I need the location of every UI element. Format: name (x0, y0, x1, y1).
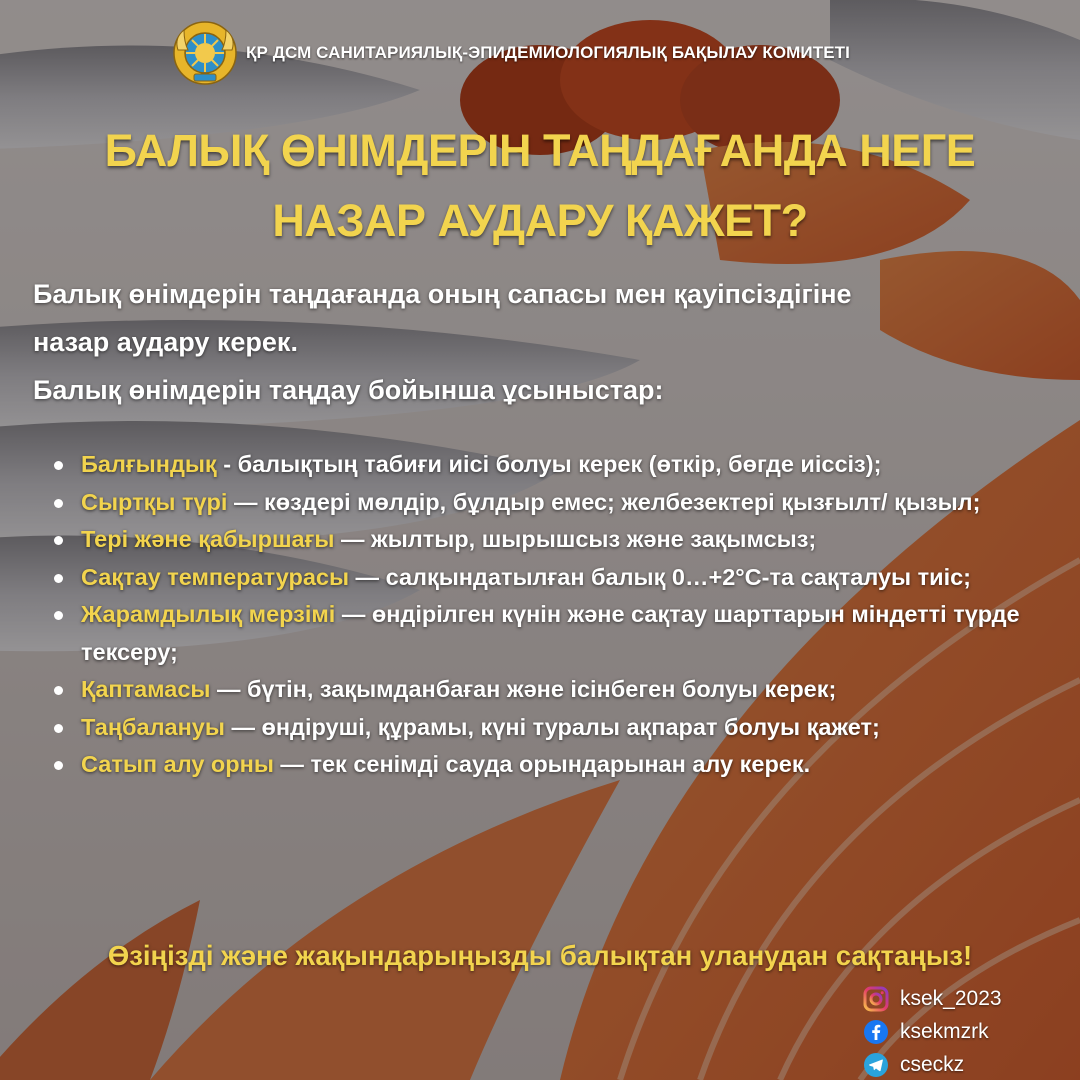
recommendations-heading: Балық өнімдерін таңдау бойынша ұсыныстар: (33, 375, 664, 405)
item-term: Қаптамасы (81, 676, 211, 702)
slogan: Өзіңізді және жақындарыңызды балықтан уланудан сақтаңыз! (107, 940, 973, 971)
item-term: Сатып алу орны (81, 751, 274, 777)
facebook-handle: ksekmzrk (900, 1019, 989, 1043)
bullet-icon (54, 724, 63, 733)
social-links (862, 982, 1002, 1080)
title-line-2: НАЗАР АУДАРУ ҚАЖЕТ? (272, 195, 808, 246)
item-term: Таңбалануы (81, 713, 225, 740)
item-term: Сыртқы түрі (81, 488, 228, 515)
item-text: - балықтың табиғи иісі болуы керек (өткір, бөгде иіссіз); (216, 451, 882, 477)
bullet-icon (54, 499, 63, 508)
item-term: Сақтау температурасы (81, 563, 350, 590)
header (172, 18, 850, 88)
item-term: Тері және қабыршағы (81, 526, 335, 552)
list-item (50, 746, 1070, 784)
instagram-handle: ksek_2023 (900, 986, 1002, 1010)
item-text: — салқындатылған балық 0…+2°С-та сақталуы тиіс; (349, 563, 972, 590)
bullet-icon (54, 611, 63, 620)
page-title (0, 116, 1080, 256)
item-term: Жарамдылық мерзімі (81, 601, 336, 627)
instagram-link[interactable] (862, 982, 1002, 1015)
bullet-icon (54, 536, 63, 545)
list-item (50, 671, 1070, 709)
bullet-icon (54, 686, 63, 695)
list-item (50, 484, 1070, 522)
organization-name: ҚР ДСМ САНИТАРИЯЛЫҚ-ЭПИДЕМИОЛОГИЯЛЫҚ БАҚЫЛАУ КОМИТЕТІ (246, 43, 850, 62)
instagram-icon (862, 985, 890, 1013)
list-item (50, 709, 1070, 747)
telegram-handle: cseckz (900, 1052, 965, 1076)
intro-line-2: назар аудару керек. (33, 327, 298, 357)
item-text: — өндірілген күнін және сақтау шарттарын міндетті түрде тексеру; (81, 601, 1020, 665)
intro-line-1: Балық өнімдерін таңдағанда оның сапасы мен қауіпсіздігіне (33, 279, 852, 309)
intro-paragraph (33, 270, 1049, 414)
bullet-icon (54, 574, 63, 583)
item-text: — бүтін, зақымданбаған және ісінбеген болуы керек; (210, 676, 837, 702)
telegram-icon (862, 1051, 890, 1079)
item-text: — тек сенімді сауда орындарынан алу керек. (273, 751, 811, 777)
telegram-link[interactable] (862, 1048, 1002, 1080)
recommendations-list (50, 446, 1070, 784)
item-text: — жылтыр, шырышсыз және зақымсыз; (334, 526, 817, 552)
kazakhstan-state-emblem-icon (172, 20, 238, 86)
facebook-icon (862, 1018, 890, 1046)
item-term: Балғындық (81, 451, 217, 477)
bullet-icon (54, 761, 63, 770)
list-item (50, 446, 1070, 484)
list-item (50, 559, 1070, 597)
item-text: — өндіруші, құрамы, күні туралы ақпарат болуы қажет; (224, 713, 880, 740)
title-line-1: БАЛЫҚ ӨНІМДЕРІН ТАҢДАҒАНДА НЕГЕ (104, 125, 976, 176)
item-text: — көздері мөлдір, бұлдыр емес; желбезектері қызғылт/ қызыл; (227, 488, 981, 515)
list-item (50, 521, 1070, 559)
list-item (50, 596, 1070, 671)
bullet-icon (54, 461, 63, 470)
facebook-link[interactable] (862, 1015, 1002, 1048)
